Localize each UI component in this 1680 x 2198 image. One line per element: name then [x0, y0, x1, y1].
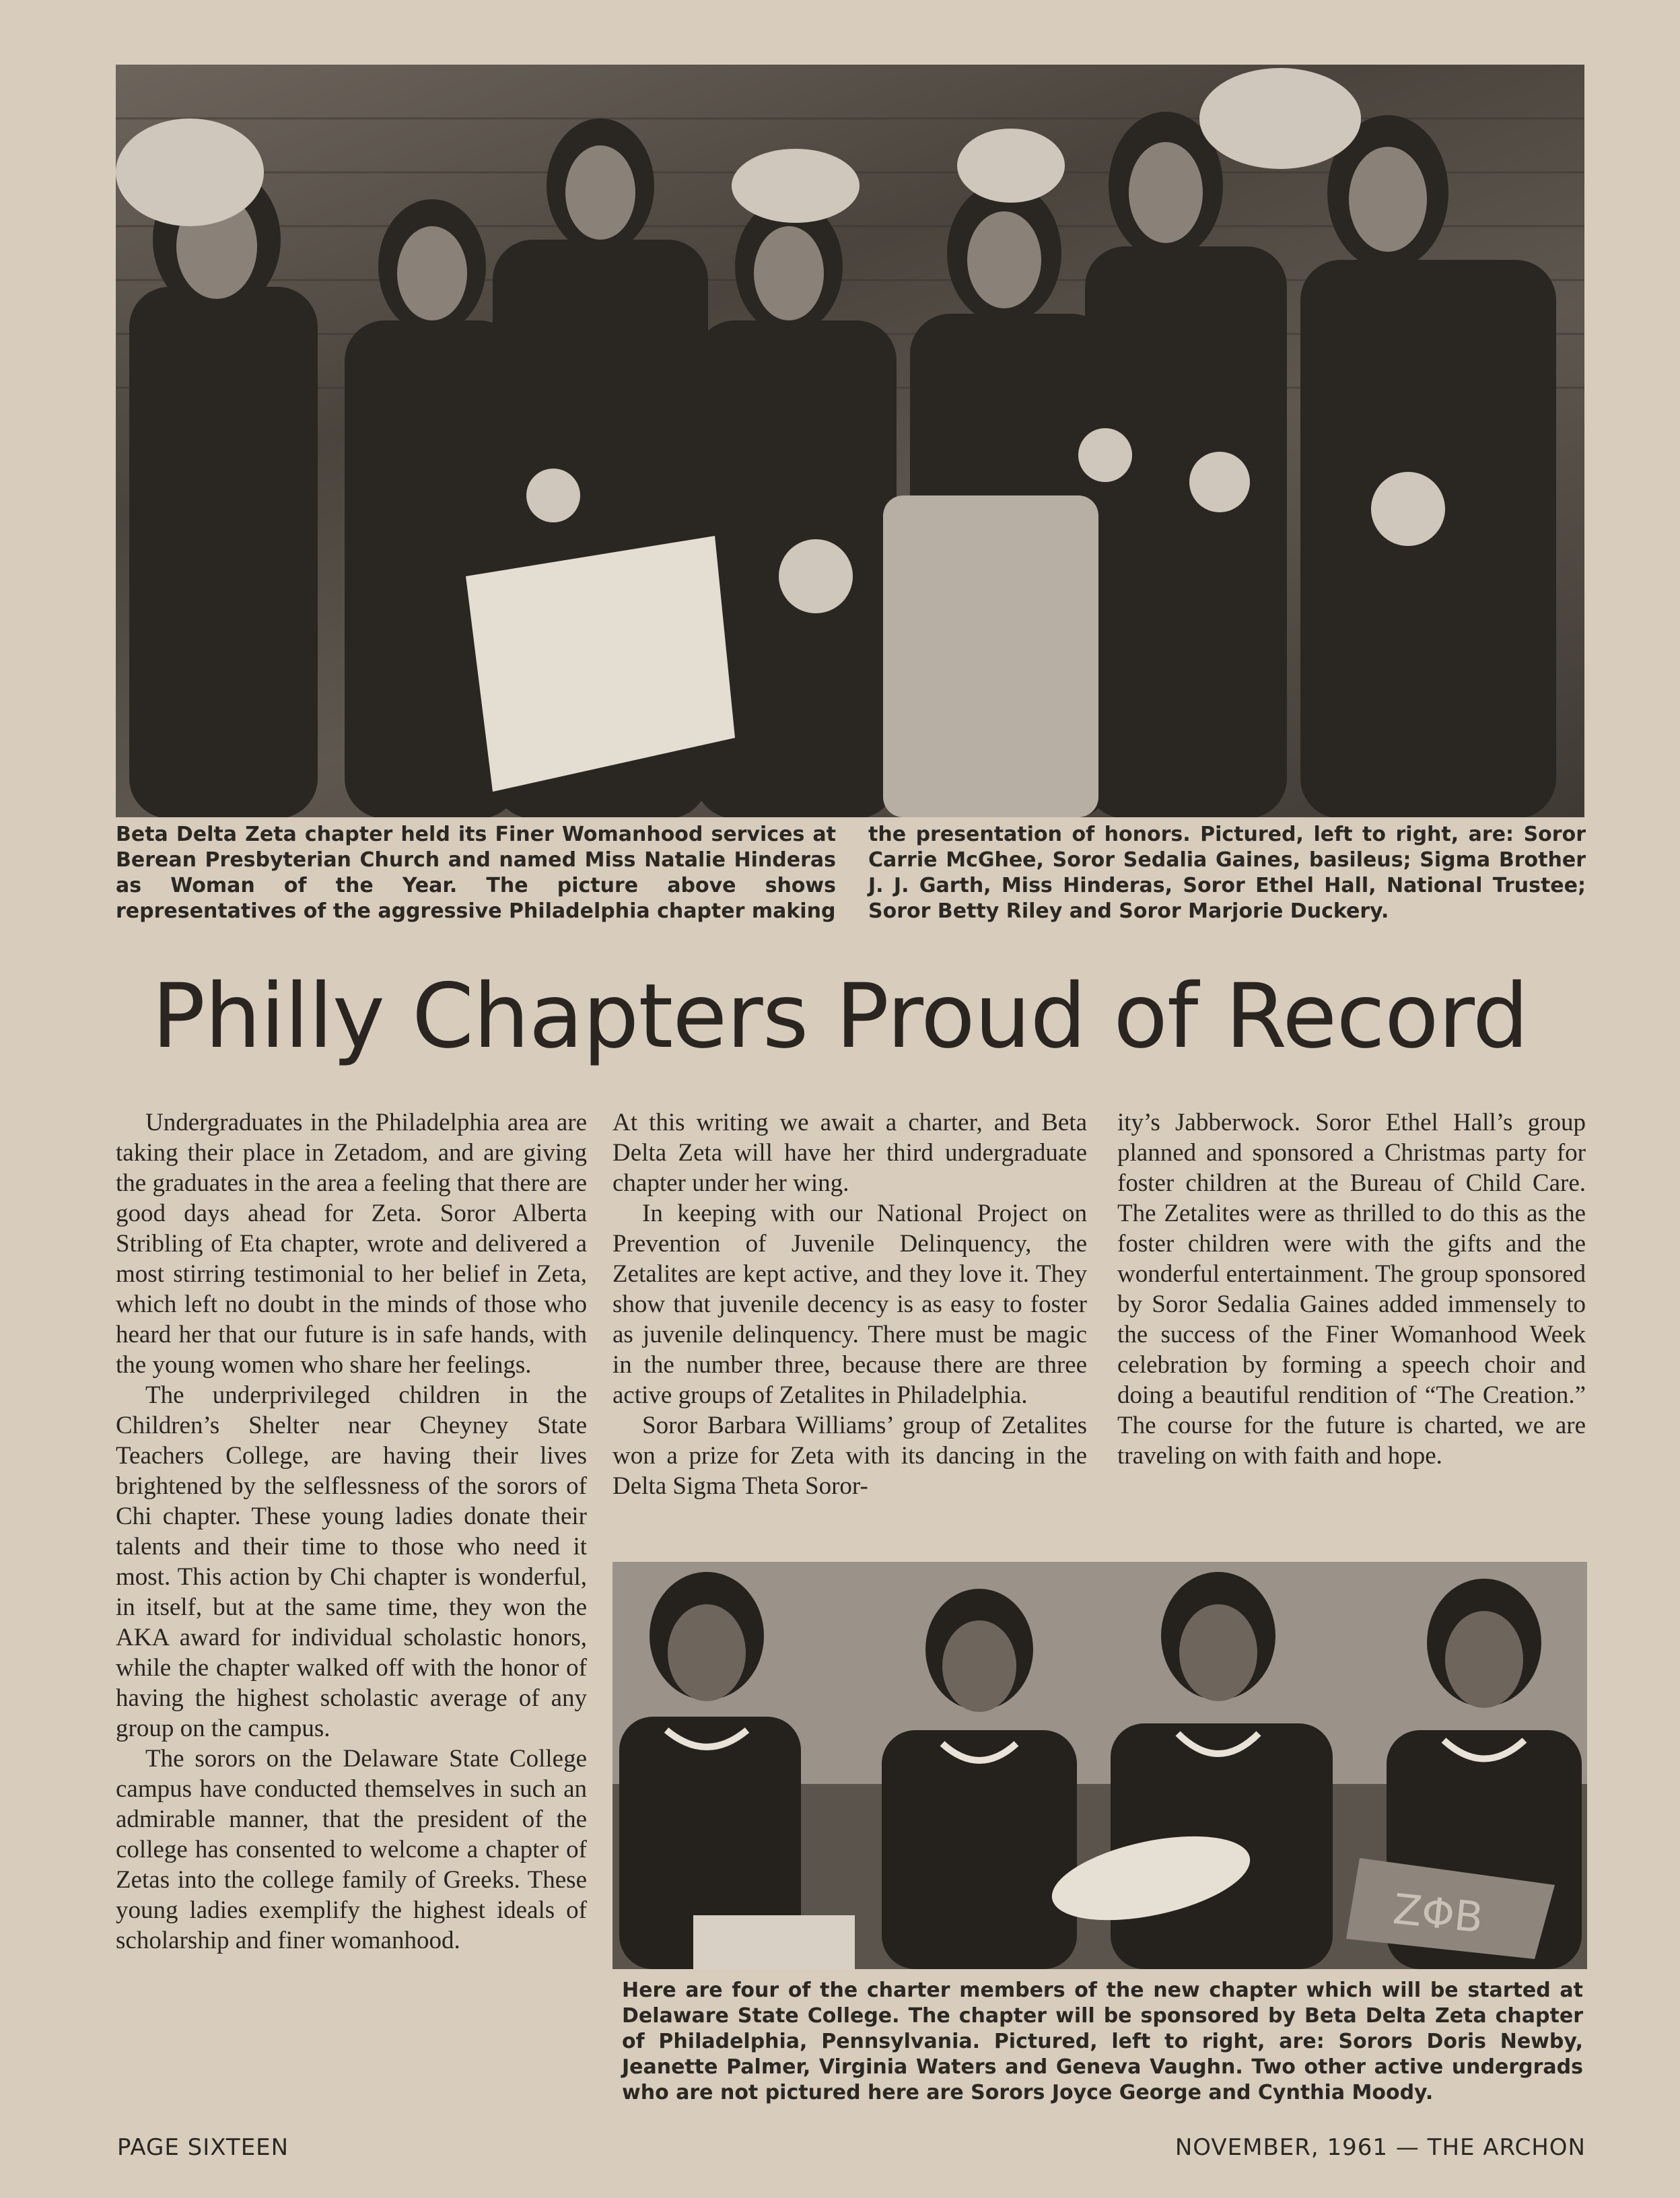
headline: Philly Chapters Proud of Record	[151, 965, 1529, 1068]
footer-issue-info: NOVEMBER, 1961 — THE ARCHON	[1175, 2134, 1586, 2161]
bottom-caption: Here are four of the charter members of the new chapter which will be started at Delaware State College. The chapter will be sponsored by Beta Delta Zeta chapter of Philadelphia, Pennsylvania. Pictured, left to right, are: Sorors Doris Newby, Jeanette Palmer, Virginia Waters and Geneva Vaughn. Two other active undergrads who are not pictured here are Sorors Joyce George and Cynthia Moody.	[622, 1979, 1583, 2104]
article-paragraph: Undergraduates in the Philadelphia area are taking their place in Zetadom, and are giving the graduates in the area a feeling that there are good days ahead for Zeta. Soror Alberta Stribling of Eta chapter, wrote and delivered a most stirring testimonial to her belief in Zeta, which left no doubt in the minds of those who heard her that our future is in safe hands, with the young women who share her feelings.	[116, 1109, 587, 1379]
article-column-1	[116, 1107, 587, 1956]
top-caption-right: the presentation of honors. Pictured, left to right, are: Soror Carrie McGhee, Soror Sedalia Gaines, basileus; Sigma Brother J. J. Garth, Miss Hinderas, Soror Ethel Hall, National Trustee; Soror Betty Riley and Soror Marjorie Duckery.	[868, 823, 1586, 923]
top-caption-left: Beta Delta Zeta chapter held its Finer Womanhood services at Berean Presbyterian Church and named Miss Natalie Hinderas as Woman of the Year. The picture above shows representatives of the aggressive Philadelphia chapter making	[116, 823, 836, 923]
article-column-2	[612, 1107, 1087, 1501]
article-paragraph: ity’s Jabberwock. Soror Ethel Hall’s group planned and sponsored a Christmas party for foster children at the Bureau of Child Care. The Zetalites were as thrilled to do this as the foster children were with the gifts and the wonderful entertainment. The group sponsored by Soror Sedalia Gaines added immensely to the success of the Finer Womanhood Week celebration by forming a speech choir and doing a beautiful rendition of “The Creation.” The course for the future is charted, we are traveling on with faith and hope.	[1117, 1109, 1586, 1470]
article-paragraph: Soror Barbara Williams’ group of Zetalites won a prize for Zeta with its dancing in the Delta Sigma Theta Soror-	[612, 1412, 1087, 1500]
article-paragraph: The sorors on the Delaware State College campus have conducted themselves in such an admirable manner, that the president of the college has consented to welcome a chapter of Zetas into the college family of Greeks. These young ladies exemplify the highest ideals of scholarship and finer womanhood.	[116, 1745, 587, 1954]
article-paragraph: The underprivileged children in the Children’s Shelter near Cheyney State Teachers College, are having their lives brightened by the selflessness of the sorors of Chi chapter. These young ladies donate their talents and their time to those who need it most. This action by Chi chapter is wonderful, in itself, but at the same time, they won the AKA award for individual scholastic honors, while the chapter walked off with the honor of having the highest scholastic average of any group on the campus.	[116, 1381, 587, 1742]
bottom-group-photo	[612, 1562, 1587, 1969]
article-paragraph: In keeping with our National Project on Prevention of Juvenile Delinquency, the Zetalites are kept active, and they love it. They show that juvenile decency is as easy to foster as juvenile delinquency. There must be magic in the number three, because there are three active groups of Zetalites in Philadelphia.	[612, 1200, 1087, 1409]
footer-page-number: PAGE SIXTEEN	[117, 2134, 289, 2161]
article-column-3	[1117, 1107, 1586, 1471]
zeta-phi-beta-pillow-letters: ZΦB	[1391, 1884, 1485, 1943]
top-group-photo	[116, 65, 1584, 817]
article-paragraph: At this writing we await a charter, and Beta Delta Zeta will have her third undergraduate chapter under her wing.	[612, 1109, 1087, 1197]
